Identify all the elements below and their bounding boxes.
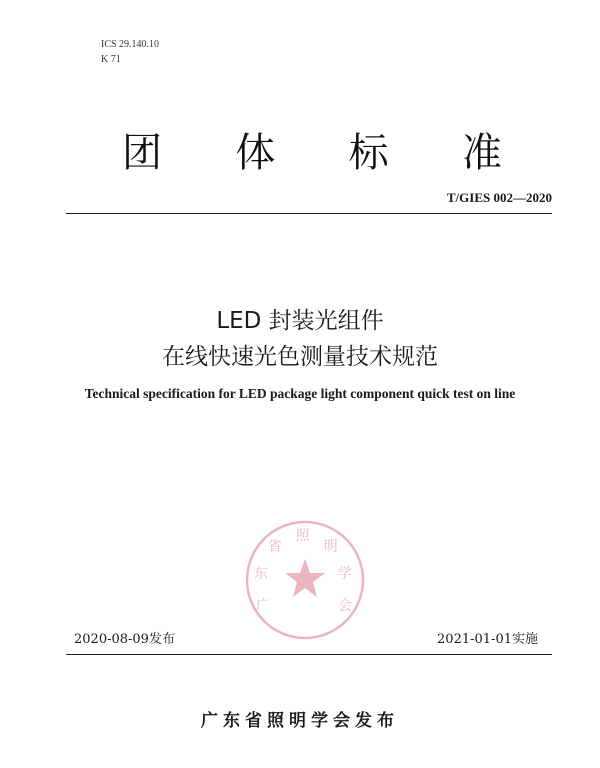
issue-date: 2020-08-09发布 xyxy=(74,632,175,647)
ccs-code: K 71 xyxy=(101,54,121,65)
english-title: Technical specification for LED package light component quick test on line xyxy=(84,386,516,401)
standard-type-char-3: 标 xyxy=(348,129,389,176)
standard-type-char-4: 准 xyxy=(461,129,502,176)
svg-text:广 东 省 照: 广 东 省 照 明 学 会 xyxy=(253,528,352,614)
publisher: 广东省照明学会发布 xyxy=(201,711,399,731)
standard-type-heading xyxy=(122,124,502,174)
official-seal-stamp xyxy=(243,518,367,642)
ics-code: ICS 29.140.10 xyxy=(101,39,160,50)
standard-type-char-2: 体 xyxy=(235,129,276,176)
standard-number: T/GIES 002—2020 xyxy=(446,190,552,205)
chinese-title-line-1: LED 封装光组件 xyxy=(216,308,384,334)
standard-type-char-1: 团 xyxy=(122,129,162,176)
bottom-divider xyxy=(66,654,552,655)
effective-date: 2021-01-01实施 xyxy=(437,632,538,647)
chinese-title-line-2: 在线快速光色测量技术规范 xyxy=(162,344,438,370)
top-divider xyxy=(66,213,552,214)
classification-codes xyxy=(101,37,159,67)
